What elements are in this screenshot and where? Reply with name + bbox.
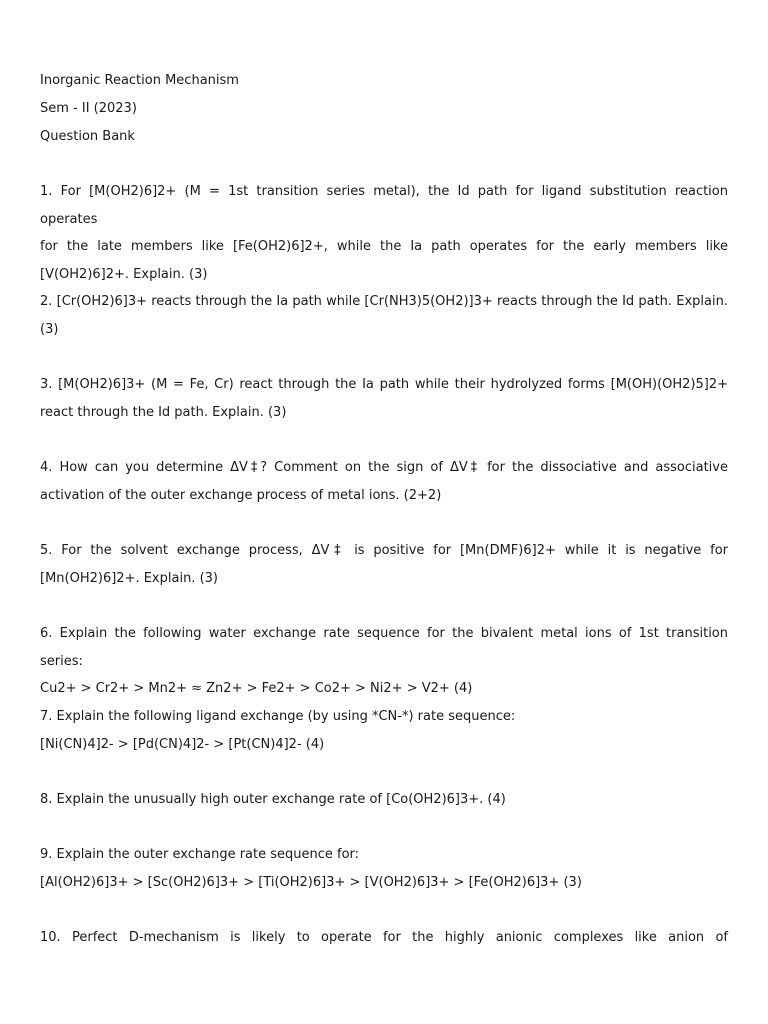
question-7 <box>40 703 728 758</box>
question-6 <box>40 620 728 703</box>
question-line: 2. [Cr(OH2)6]3+ reacts through the Ia path while [Cr(NH3)5(OH2)]3+ reacts through the Id path. Explain. <box>40 294 728 309</box>
question-line: 4. How can you determine ΔV‡? Comment on the sign of ΔV‡ for the dissociative and associative <box>40 460 728 475</box>
question-5 <box>40 537 728 592</box>
question-line: [V(OH2)6]2+. Explain. (3) <box>40 266 208 282</box>
question-line: 7. Explain the following ligand exchange (by using *CN-*) rate sequence: <box>40 709 516 724</box>
question-3 <box>40 371 728 426</box>
question-line: 9. Explain the outer exchange rate sequence for: <box>40 847 360 862</box>
question-line: 1. For [M(OH2)6]2+ (M = 1st transition series metal), the Id path for ligand substitution reaction operates <box>40 184 728 227</box>
question-line: (3) <box>40 321 59 337</box>
question-10 <box>40 924 728 952</box>
question-4 <box>40 454 728 509</box>
question-line: 10. Perfect D-mechanism is likely to operate for the highly anionic complexes like anion of <box>40 930 728 945</box>
question-line: [Ni(CN)4]2- > [Pd(CN)4]2- > [Pt(CN)4]2- (4) <box>40 736 325 752</box>
question-9 <box>40 841 728 896</box>
question-1 <box>40 178 728 288</box>
question-line: for the late members like [Fe(OH2)6]2+, while the Ia path operates for the early members like <box>40 239 728 254</box>
question-line: 5. For the solvent exchange process, ΔV‡ is positive for [Mn(DMF)6]2+ while it is negative for <box>40 543 728 558</box>
question-line: 6. Explain the following water exchange rate sequence for the bivalent metal ions of 1st transition series: <box>40 626 728 669</box>
question-2 <box>40 288 728 343</box>
question-line: [Mn(OH2)6]2+. Explain. (3) <box>40 570 218 586</box>
semester-label: Sem - II (2023) <box>40 101 137 116</box>
question-line: react through the Id path. Explain. (3) <box>40 404 287 420</box>
question-line: Cu2+ > Cr2+ > Mn2+ ≈ Zn2+ > Fe2+ > Co2+ > Ni2+ > V2+ (4) <box>40 681 473 696</box>
question-line: activation of the outer exchange process of metal ions. (2+2) <box>40 487 442 503</box>
question-line: [Al(OH2)6]3+ > [Sc(OH2)6]3+ > [Ti(OH2)6]3+ > [V(OH2)6]3+ > [Fe(OH2)6]3+ (3) <box>40 874 582 890</box>
question-8 <box>40 786 728 814</box>
question-line: 8. Explain the unusually high outer exchange rate of [Co(OH2)6]3+. (4) <box>40 792 506 807</box>
document-type: Question Bank <box>40 129 135 144</box>
course-title: Inorganic Reaction Mechanism <box>40 73 239 88</box>
question-line: 3. [M(OH2)6]3+ (M = Fe, Cr) react through the Ia path while their hydrolyzed forms [M(OH)(OH2)5]2+ <box>40 377 728 392</box>
